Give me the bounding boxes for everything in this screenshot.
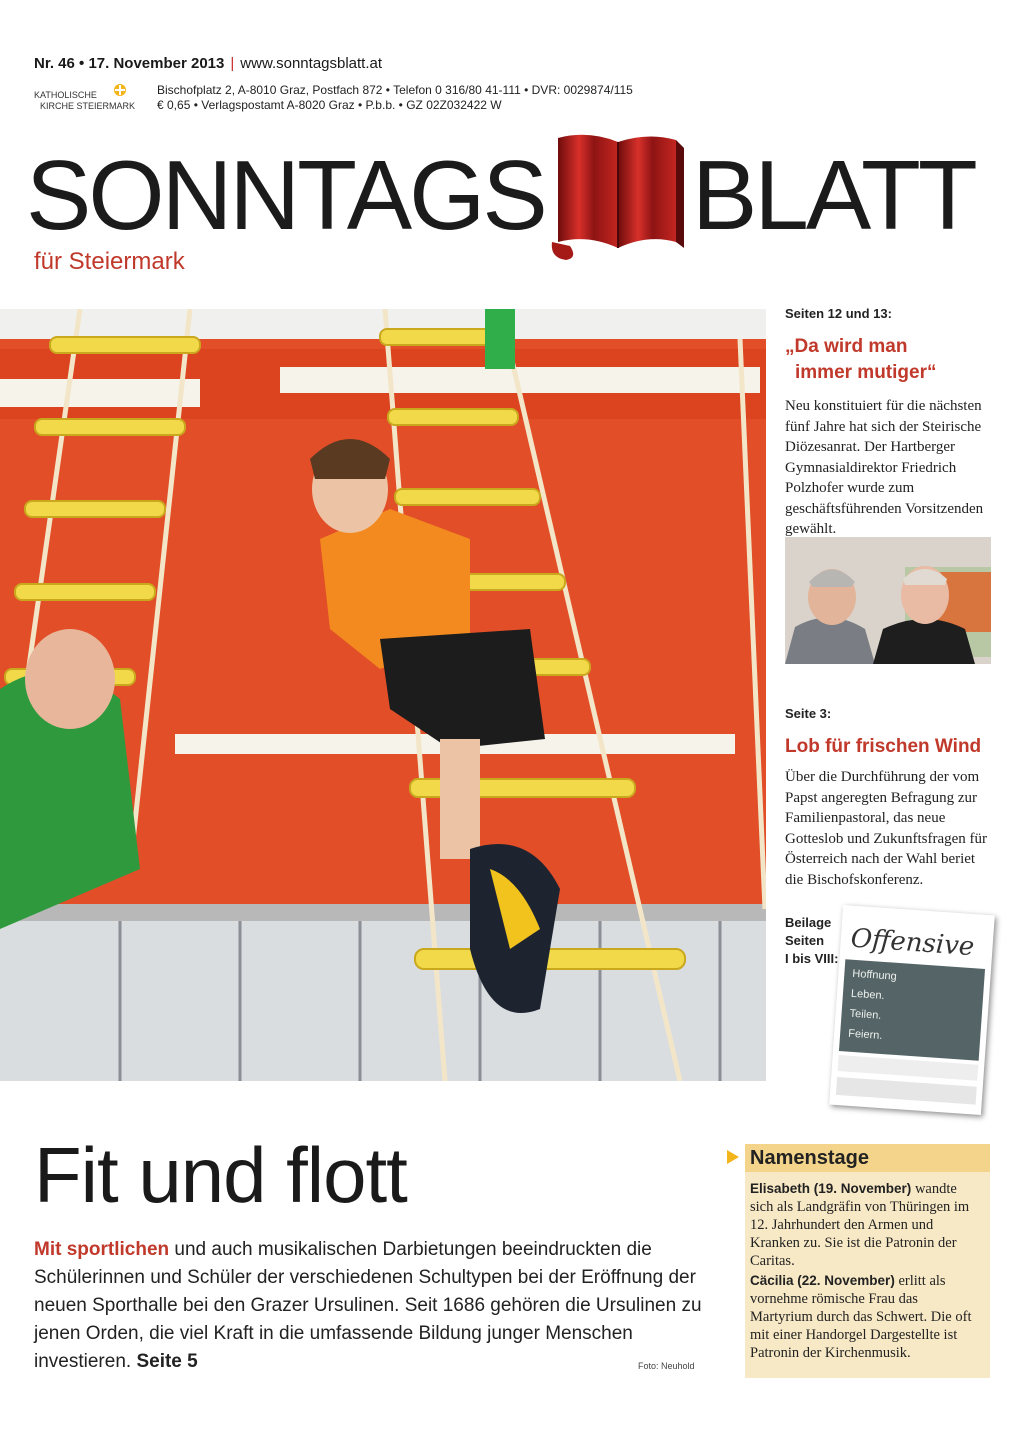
beilage-line3: I bis VIII: bbox=[785, 951, 839, 966]
katholische-kirche-logo bbox=[34, 84, 152, 110]
supplement-image bbox=[839, 959, 985, 1061]
issue-line bbox=[34, 55, 382, 72]
supplement-word-1: Hoffnung bbox=[851, 967, 898, 983]
story1-page-ref: Seiten 12 und 13: bbox=[785, 306, 892, 321]
address-block bbox=[157, 83, 633, 113]
main-headline: Fit und flott bbox=[34, 1131, 407, 1219]
supplement-word-4: Feiern. bbox=[847, 1027, 883, 1042]
lead-page-ref[interactable]: Seite 5 bbox=[136, 1351, 198, 1372]
story1-title[interactable] bbox=[785, 334, 936, 386]
website-link[interactable]: www.sonntagsblatt.at bbox=[240, 55, 383, 72]
bullet-arrow-icon bbox=[727, 1150, 739, 1164]
story1-portrait-photo bbox=[785, 537, 991, 664]
entry-name: Cäcilia (22. November) bbox=[750, 1273, 895, 1288]
logo-text-1: KATHOLISCHE bbox=[34, 90, 97, 100]
address-line-1: Bischofplatz 2, A-8010 Graz, Postfach 872 • Telefon 0 316/80 41-111 • DVR: 0029874/115 bbox=[157, 83, 633, 97]
lead-highlight: Mit sportlichen bbox=[34, 1239, 170, 1260]
story2-body: Über die Durchführung der vom Papst angeregten Befragung zur Familienpastoral, das neue Gotteslob und Zukunftsfragen für Österreich nach der Wahl beriet die Bischofskonferenz. bbox=[785, 769, 988, 888]
namenstage-entry bbox=[750, 1272, 982, 1362]
entry-text: wandte sich als Landgräfin von Thüringen im 12. Jahrhundert den Armen und Kranken zu. Sie ist die Patronin der Caritas. bbox=[750, 1181, 970, 1269]
photo-credit: Foto: Neuhold bbox=[638, 1361, 695, 1371]
address-line-2: € 0,65 • Verlagspostamt A-8020 Graz • P.b.b. • GZ 02Z032422 W bbox=[157, 98, 502, 112]
namenstage-title: Namenstage bbox=[750, 1147, 869, 1169]
lead-text: und auch musikalischen Darbietungen beeindruckten die Schülerinnen und Schüler der verschiedenen Schultypen bei der Eröffnung der neuen Sporthalle bei den Grazer Ursulinen. Seit 1686 gehören die Ursulinen zu jenen Orden, die viel Kraft in die umfassende Bildung junger Menschen investieren. bbox=[34, 1239, 702, 1372]
supplement-title: Offensive bbox=[849, 923, 976, 963]
entry-name: Elisabeth (19. November) bbox=[750, 1181, 912, 1196]
cover-photo-rope-ladders bbox=[0, 309, 766, 1081]
issue-number-date: Nr. 46 • 17. November 2013 bbox=[34, 55, 225, 72]
logo-text-2: KIRCHE STEIERMARK bbox=[40, 101, 136, 111]
story2-page-ref: Seite 3: bbox=[785, 706, 832, 721]
offensive-supplement-cover[interactable] bbox=[829, 905, 995, 1115]
beilage-label bbox=[785, 914, 838, 968]
supplement-logo-strip bbox=[836, 1077, 977, 1105]
story1-body: Neu konstituiert für die nächsten fünf Jahre hat sich der Steirische Diözesanrat. Der Hartberger Gymnasialdirektor Friedrich Polzhofer wurde zum geschäftsführenden Vorsitzenden gewählt. bbox=[785, 398, 984, 537]
beilage-line1: Beilage bbox=[785, 915, 832, 930]
masthead-right: BLATT bbox=[692, 140, 975, 250]
beilage-line2: Seiten bbox=[785, 933, 825, 948]
cross-icon bbox=[114, 84, 126, 96]
masthead-subtitle: für Steiermark bbox=[34, 248, 185, 275]
photo-illustration bbox=[0, 309, 766, 1081]
entry-text: erlitt als vornehme römische Frau das Martyrium durch das Schwert. Die oft mit einer Handorgel Dargestellte ist Patronin der Kirchenmusik. bbox=[750, 1273, 972, 1361]
supplement-word-3: Teilen. bbox=[849, 1007, 882, 1022]
story1-title-line1: „Da wird man bbox=[785, 336, 908, 357]
supplement-words bbox=[848, 964, 898, 1047]
namenstage-entries bbox=[750, 1180, 982, 1364]
story1-title-line2: immer mutiger“ bbox=[795, 362, 937, 383]
namenstage-entry bbox=[750, 1180, 982, 1270]
main-lead-paragraph bbox=[34, 1236, 704, 1376]
portrait-illustration bbox=[785, 537, 991, 664]
supplement-word-2: Leben. bbox=[850, 987, 885, 1003]
separator: | bbox=[230, 55, 235, 72]
masthead-left: SONNTAGS bbox=[26, 140, 545, 250]
open-book-logo-icon bbox=[548, 130, 690, 265]
story2-title[interactable]: Lob für frischen Wind bbox=[785, 736, 982, 757]
